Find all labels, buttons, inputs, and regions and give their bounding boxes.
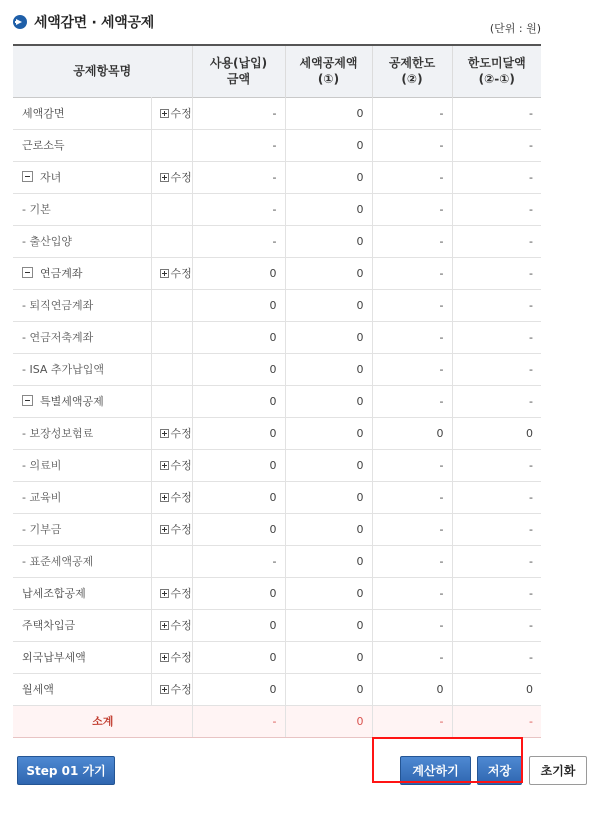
value-credit: 0 bbox=[285, 321, 372, 353]
value-used: 0 bbox=[192, 673, 285, 705]
row-label-text: 세액감면 bbox=[22, 107, 65, 120]
row-label-text: 근로소득 bbox=[22, 139, 65, 152]
column-header-credit: 세액공제액 (①) bbox=[285, 45, 372, 97]
table-row bbox=[13, 257, 541, 289]
edit-label: 수정 bbox=[170, 427, 192, 440]
edit-label: 수정 bbox=[170, 683, 192, 696]
table-row bbox=[13, 385, 541, 417]
value-credit: 0 bbox=[285, 225, 372, 257]
row-edit-cell bbox=[151, 321, 192, 353]
subtotal-label: 소계 bbox=[13, 705, 192, 737]
table-row bbox=[13, 193, 541, 225]
row-label bbox=[13, 449, 151, 481]
row-label-text: 자녀 bbox=[40, 171, 62, 184]
edit-button[interactable] bbox=[160, 585, 192, 601]
table-row bbox=[13, 97, 541, 129]
value-limit: - bbox=[372, 577, 452, 609]
value-credit: 0 bbox=[285, 577, 372, 609]
row-edit-cell bbox=[151, 257, 192, 289]
value-used: - bbox=[192, 161, 285, 193]
edit-button[interactable] bbox=[160, 649, 192, 665]
plus-square-icon bbox=[160, 269, 169, 278]
edit-button[interactable] bbox=[160, 105, 192, 121]
value-credit: 0 bbox=[285, 353, 372, 385]
tax-credit-table bbox=[13, 44, 541, 738]
value-used: 0 bbox=[192, 417, 285, 449]
edit-button[interactable] bbox=[160, 169, 192, 185]
page-title: 세액감면 · 세액공제 bbox=[34, 15, 154, 31]
column-header-used: 사용(납입) 금액 bbox=[192, 45, 285, 97]
table-row bbox=[13, 545, 541, 577]
value-shortfall: - bbox=[452, 289, 541, 321]
row-edit-cell bbox=[151, 449, 192, 481]
edit-button[interactable] bbox=[160, 457, 192, 473]
value-credit: 0 bbox=[285, 129, 372, 161]
value-limit: - bbox=[372, 353, 452, 385]
table-row bbox=[13, 129, 541, 161]
row-edit-cell bbox=[151, 417, 192, 449]
row-label-text: - 표준세액공제 bbox=[22, 555, 94, 568]
table-row bbox=[13, 449, 541, 481]
value-shortfall: 0 bbox=[452, 417, 541, 449]
value-credit: 0 bbox=[285, 257, 372, 289]
value-shortfall: - bbox=[452, 129, 541, 161]
edit-label: 수정 bbox=[170, 267, 192, 280]
table-row bbox=[13, 513, 541, 545]
value-limit: 0 bbox=[372, 417, 452, 449]
row-label-text: 주택차입금 bbox=[22, 619, 76, 632]
value-credit: 0 bbox=[285, 545, 372, 577]
plus-square-icon bbox=[160, 493, 169, 502]
value-used: 0 bbox=[192, 641, 285, 673]
row-label[interactable] bbox=[13, 257, 151, 289]
row-edit-cell bbox=[151, 545, 192, 577]
table-header-row bbox=[13, 45, 541, 97]
collapse-toggle-icon[interactable] bbox=[22, 171, 33, 182]
edit-label: 수정 bbox=[170, 491, 192, 504]
edit-label: 수정 bbox=[170, 587, 192, 600]
row-label bbox=[13, 129, 151, 161]
row-label bbox=[13, 513, 151, 545]
table-row bbox=[13, 417, 541, 449]
row-edit-cell bbox=[151, 513, 192, 545]
table-row bbox=[13, 481, 541, 513]
value-credit: 0 bbox=[285, 385, 372, 417]
value-used: 0 bbox=[192, 449, 285, 481]
subtotal-row bbox=[13, 705, 541, 737]
edit-button[interactable] bbox=[160, 265, 192, 281]
value-limit: - bbox=[372, 481, 452, 513]
row-label bbox=[13, 353, 151, 385]
row-label-text: - 출산입양 bbox=[22, 235, 72, 248]
collapse-toggle-icon[interactable] bbox=[22, 267, 33, 278]
edit-label: 수정 bbox=[170, 651, 192, 664]
row-label bbox=[13, 481, 151, 513]
highlight-box bbox=[372, 737, 523, 783]
row-edit-cell bbox=[151, 129, 192, 161]
row-label bbox=[13, 641, 151, 673]
row-label[interactable] bbox=[13, 385, 151, 417]
value-credit: 0 bbox=[285, 289, 372, 321]
value-shortfall: - bbox=[452, 193, 541, 225]
value-used: 0 bbox=[192, 513, 285, 545]
value-used: 0 bbox=[192, 481, 285, 513]
row-label bbox=[13, 577, 151, 609]
edit-button[interactable] bbox=[160, 425, 192, 441]
value-limit: - bbox=[372, 321, 452, 353]
value-limit: - bbox=[372, 641, 452, 673]
value-limit: - bbox=[372, 449, 452, 481]
plus-square-icon bbox=[160, 653, 169, 662]
value-used: 0 bbox=[192, 353, 285, 385]
plus-square-icon bbox=[160, 525, 169, 534]
value-shortfall: - bbox=[452, 545, 541, 577]
value-limit: - bbox=[372, 257, 452, 289]
row-label-text: - 기부금 bbox=[22, 523, 62, 536]
value-credit: 0 bbox=[285, 513, 372, 545]
row-edit-cell bbox=[151, 225, 192, 257]
value-shortfall: 0 bbox=[452, 673, 541, 705]
edit-label: 수정 bbox=[170, 619, 192, 632]
value-used: 0 bbox=[192, 321, 285, 353]
plus-square-icon bbox=[160, 589, 169, 598]
table-row bbox=[13, 673, 541, 705]
table-row bbox=[13, 289, 541, 321]
row-label-text: 납세조합공제 bbox=[22, 587, 86, 600]
value-limit: - bbox=[372, 97, 452, 129]
section-header bbox=[13, 12, 541, 36]
row-label bbox=[13, 225, 151, 257]
value-shortfall: - bbox=[452, 161, 541, 193]
row-edit-cell bbox=[151, 577, 192, 609]
value-used: 0 bbox=[192, 385, 285, 417]
row-edit-cell bbox=[151, 641, 192, 673]
value-shortfall: - bbox=[452, 641, 541, 673]
value-credit: 0 bbox=[285, 641, 372, 673]
row-label bbox=[13, 545, 151, 577]
value-limit: - bbox=[372, 225, 452, 257]
column-header-item: 공제항목명 bbox=[13, 45, 192, 97]
value-limit: - bbox=[372, 161, 452, 193]
row-edit-cell bbox=[151, 673, 192, 705]
value-shortfall: - bbox=[452, 385, 541, 417]
plus-square-icon bbox=[160, 429, 169, 438]
row-label bbox=[13, 193, 151, 225]
plus-square-icon bbox=[160, 109, 169, 118]
value-shortfall: - bbox=[452, 321, 541, 353]
row-label-text: - 교육비 bbox=[22, 491, 62, 504]
plus-square-icon bbox=[160, 461, 169, 470]
row-edit-cell bbox=[151, 193, 192, 225]
value-shortfall: - bbox=[452, 225, 541, 257]
value-used: - bbox=[192, 225, 285, 257]
table-row bbox=[13, 609, 541, 641]
value-limit: - bbox=[372, 289, 452, 321]
value-shortfall: - bbox=[452, 257, 541, 289]
value-limit: - bbox=[372, 129, 452, 161]
row-label bbox=[13, 417, 151, 449]
row-label-text: - ISA 추가납입액 bbox=[22, 363, 105, 376]
row-label-text: - 퇴직연금계좌 bbox=[22, 299, 94, 312]
value-shortfall: - bbox=[452, 481, 541, 513]
value-shortfall: - bbox=[452, 513, 541, 545]
row-edit-cell bbox=[151, 385, 192, 417]
plus-square-icon bbox=[160, 173, 169, 182]
value-shortfall: - bbox=[452, 353, 541, 385]
row-label bbox=[13, 321, 151, 353]
edit-label: 수정 bbox=[170, 523, 192, 536]
row-label-text: - 기본 bbox=[22, 203, 51, 216]
edit-button[interactable] bbox=[160, 617, 192, 633]
value-shortfall: - bbox=[452, 97, 541, 129]
table-row bbox=[13, 225, 541, 257]
value-used: - bbox=[192, 129, 285, 161]
row-label bbox=[13, 97, 151, 129]
arrow-right-circle-icon bbox=[13, 15, 27, 29]
edit-label: 수정 bbox=[170, 171, 192, 184]
value-credit: 0 bbox=[285, 609, 372, 641]
table-row bbox=[13, 161, 541, 193]
row-label-text: 연금계좌 bbox=[40, 267, 83, 280]
value-used: 0 bbox=[192, 257, 285, 289]
unit-label: (단위 : 원) bbox=[489, 22, 541, 35]
calculate-button[interactable]: 계산하기 bbox=[400, 756, 471, 785]
table-row bbox=[13, 641, 541, 673]
value-credit: 0 bbox=[285, 193, 372, 225]
subtotal-shortfall: - bbox=[452, 705, 541, 737]
value-credit: 0 bbox=[285, 449, 372, 481]
row-label bbox=[13, 289, 151, 321]
row-label[interactable] bbox=[13, 161, 151, 193]
value-credit: 0 bbox=[285, 97, 372, 129]
row-edit-cell bbox=[151, 97, 192, 129]
row-label-text: - 보장성보험료 bbox=[22, 427, 94, 440]
plus-square-icon bbox=[160, 685, 169, 694]
edit-label: 수정 bbox=[170, 107, 192, 120]
value-limit: - bbox=[372, 193, 452, 225]
subtotal-used: - bbox=[192, 705, 285, 737]
edit-button[interactable] bbox=[160, 681, 192, 697]
value-used: - bbox=[192, 545, 285, 577]
column-header-shortfall: 한도미달액 (②-①) bbox=[452, 45, 541, 97]
value-limit: - bbox=[372, 385, 452, 417]
value-used: - bbox=[192, 97, 285, 129]
value-used: 0 bbox=[192, 289, 285, 321]
value-limit: - bbox=[372, 609, 452, 641]
row-label-text: - 연금저축계좌 bbox=[22, 331, 94, 344]
value-limit: - bbox=[372, 513, 452, 545]
edit-button[interactable] bbox=[160, 489, 192, 505]
value-credit: 0 bbox=[285, 673, 372, 705]
value-credit: 0 bbox=[285, 481, 372, 513]
table-row bbox=[13, 577, 541, 609]
plus-square-icon bbox=[160, 621, 169, 630]
subtotal-limit: - bbox=[372, 705, 452, 737]
column-header-limit: 공제한도 (②) bbox=[372, 45, 452, 97]
table-row bbox=[13, 353, 541, 385]
row-label-text: - 의료비 bbox=[22, 459, 62, 472]
step01-back-button[interactable]: Step 01 가기 bbox=[17, 756, 115, 785]
value-used: 0 bbox=[192, 609, 285, 641]
value-shortfall: - bbox=[452, 577, 541, 609]
row-edit-cell bbox=[151, 353, 192, 385]
row-label bbox=[13, 609, 151, 641]
value-shortfall: - bbox=[452, 449, 541, 481]
value-limit: 0 bbox=[372, 673, 452, 705]
row-edit-cell bbox=[151, 161, 192, 193]
row-label-text: 특별세액공제 bbox=[40, 395, 104, 408]
row-edit-cell bbox=[151, 289, 192, 321]
save-button[interactable]: 저장 bbox=[477, 756, 522, 785]
value-shortfall: - bbox=[452, 609, 541, 641]
edit-label: 수정 bbox=[170, 459, 192, 472]
table-row bbox=[13, 321, 541, 353]
reset-button[interactable]: 초기화 bbox=[529, 756, 587, 785]
row-edit-cell bbox=[151, 609, 192, 641]
value-credit: 0 bbox=[285, 417, 372, 449]
collapse-toggle-icon[interactable] bbox=[22, 395, 33, 406]
row-label-text: 외국납부세액 bbox=[22, 651, 86, 664]
value-used: - bbox=[192, 193, 285, 225]
value-credit: 0 bbox=[285, 161, 372, 193]
edit-button[interactable] bbox=[160, 521, 192, 537]
row-edit-cell bbox=[151, 481, 192, 513]
subtotal-credit: 0 bbox=[285, 705, 372, 737]
row-label bbox=[13, 673, 151, 705]
row-label-text: 월세액 bbox=[22, 683, 54, 696]
value-limit: - bbox=[372, 545, 452, 577]
value-used: 0 bbox=[192, 577, 285, 609]
